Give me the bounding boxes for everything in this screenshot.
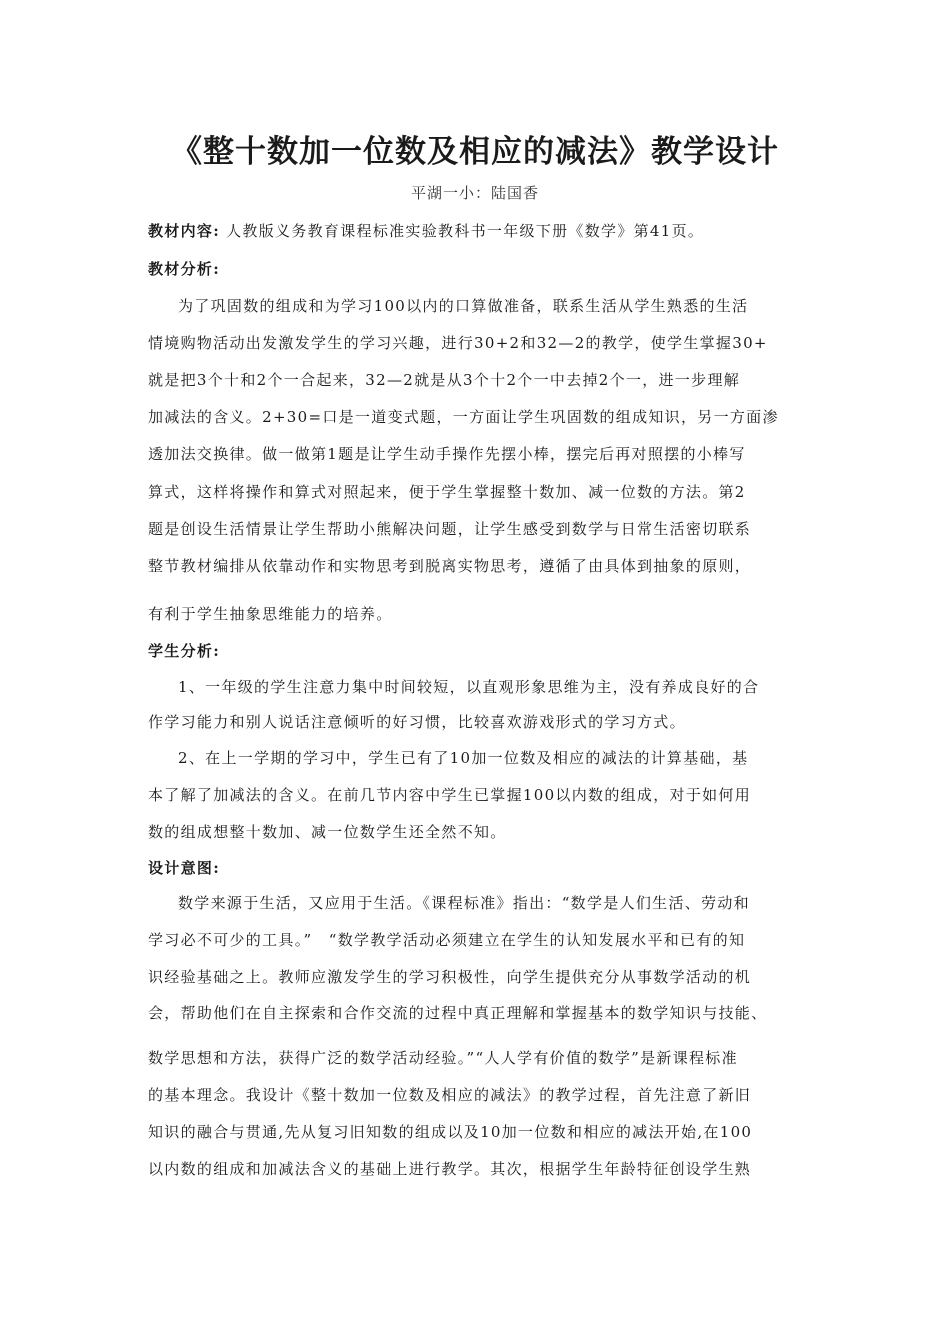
intent-line: 知识的融合与贯通,先从复习旧知数的组成以及10加一位数和相应的减法开始,在100 bbox=[148, 1123, 753, 1141]
analysis-heading: 教材分析: bbox=[148, 260, 221, 278]
students-line: 2、在上一学期的学习中，学生已有了10加一位数及相应的减法的计算基础，基 bbox=[178, 749, 749, 767]
analysis-line: 为了巩固数的组成和为学习100以内的口算做准备，联系生活从学生熟悉的生活 bbox=[178, 297, 749, 315]
students-line: 数的组成想整十数加、减一位数学生还全然不知。 bbox=[148, 823, 507, 841]
author-line: 平湖一小：陆国香 bbox=[410, 184, 539, 202]
analysis-line: 题是创设生活情景让学生帮助小熊解决问题，让学生感受到数学与日常生活密切联系 bbox=[148, 520, 752, 538]
analysis-line: 整节教材编排从依靠动作和实物思考到脱离实物思考，遵循了由具体到抽象的原则， bbox=[148, 557, 752, 575]
students-line: 1、一年级的学生注意力集中时间较短，以直观形象思维为主，没有养成良好的合 bbox=[178, 678, 760, 696]
analysis-line: 加减法的含义。2+30=口是一道变式题，一方面让学生巩固数的组成知识，另一方面渗 bbox=[148, 408, 779, 426]
intent-line: 识经验基础之上。教师应激发学生的学习积极性，向学生提供充分从事数学活动的机 bbox=[148, 968, 752, 986]
material-line bbox=[148, 220, 704, 241]
analysis-line: 透加法交换律。做一做第1题是让学生动手操作先摆小棒，摆完后再对照摆的小棒写 bbox=[148, 445, 746, 463]
analysis-line: 有利于学生抽象思维能力的培养。 bbox=[148, 605, 393, 623]
material-text: 人教版义务教育课程标准实验教科书一年级下册《数学》第41页。 bbox=[226, 222, 705, 240]
intent-line: 会，帮助他们在自主探索和合作交流的过程中真正理解和掌握基本的数学知识与技能、 bbox=[148, 1004, 768, 1022]
students-heading: 学生分析: bbox=[148, 642, 221, 660]
intent-line: 的基本理念。我设计《整十数加一位数及相应的减法》的教学过程，首先注意了新旧 bbox=[148, 1086, 752, 1104]
students-line: 作学习能力和别人说话注意倾听的好习惯，比较喜欢游戏形式的学习方式。 bbox=[148, 713, 686, 731]
intent-line: 学习必不可少的工具。” “数学教学活动必须建立在学生的认知发展水平和已有的知 bbox=[148, 931, 746, 949]
intent-line: 数学来源于生活，又应用于生活。《课程标准》指出：“数学是人们生活、劳动和 bbox=[178, 894, 750, 912]
analysis-line: 就是把3个十和2个一合起来，32—2就是从3个十2个一中去掉2个一，进一步理解 bbox=[148, 371, 741, 389]
analysis-line: 情境购物活动出发激发学生的学习兴趣，进行30+2和32—2的教学，使学生掌握30+ bbox=[148, 334, 768, 352]
material-label: 教材内容: bbox=[148, 222, 221, 240]
intent-line: 以内数的组成和加减法含义的基础上进行教学。其次，根据学生年龄特征创设学生熟 bbox=[148, 1160, 752, 1178]
students-line: 本了解了加减法的含义。在前几节内容中学生已掌握100以内数的组成，对于如何用 bbox=[148, 786, 752, 804]
intent-heading: 设计意图: bbox=[148, 859, 221, 877]
analysis-line: 算式，这样将操作和算式对照起来，便于学生掌握整十数加、减一位数的方法。第2 bbox=[148, 483, 746, 501]
document-title: 《整十数加一位数及相应的减法》教学设计 bbox=[171, 134, 779, 170]
intent-line: 数学思想和方法，获得广泛的数学活动经验。”“人人学有价值的数学”是新课程标准 bbox=[148, 1049, 738, 1067]
